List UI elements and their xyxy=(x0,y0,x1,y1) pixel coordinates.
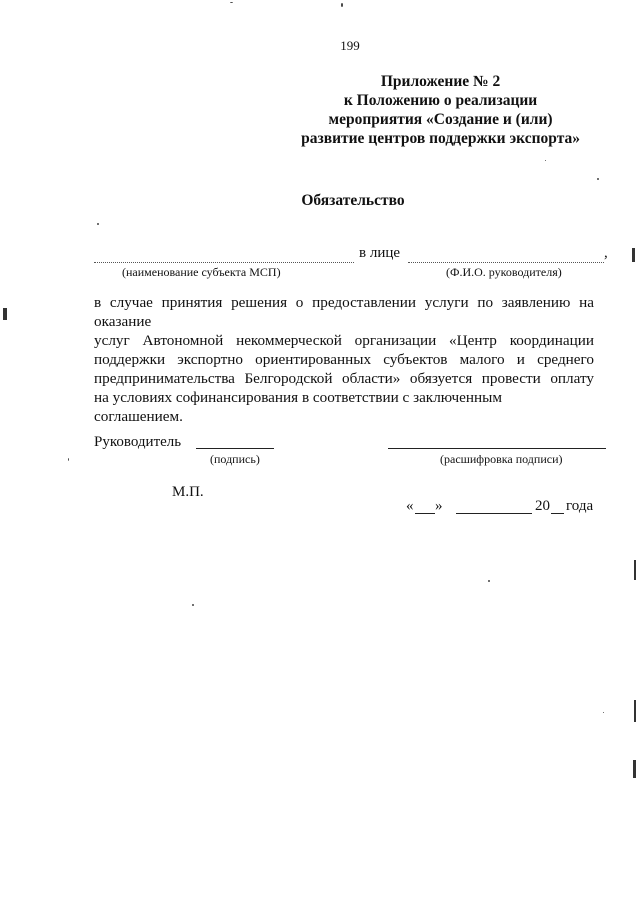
party-row-comma: , xyxy=(604,245,608,261)
paragraph-line: предпринимательства Белгородской области» обязуется провести оплату xyxy=(94,370,594,387)
document-title: Обязательство xyxy=(301,192,405,209)
header-line-appendix: Приложение № 2 xyxy=(380,73,501,90)
date-year-suffix: года xyxy=(566,498,594,514)
in-person-label: в лице xyxy=(359,245,401,261)
date-close-quote: » xyxy=(435,498,443,514)
binding-mark xyxy=(632,248,635,262)
binding-mark xyxy=(634,560,636,580)
scan-speck xyxy=(230,2,233,3)
header-line-export-centers: развитие центров поддержки экспорта» xyxy=(301,130,580,147)
binding-mark xyxy=(634,700,636,722)
date-open-quote: « xyxy=(406,498,414,514)
caption-director-name: (Ф.И.О. руководителя) xyxy=(446,265,562,279)
decoding-line xyxy=(388,448,606,449)
scan-speck xyxy=(192,604,194,606)
signature-line xyxy=(196,448,274,449)
date-day-field xyxy=(415,513,435,514)
caption-signature: (подпись) xyxy=(210,452,260,466)
caption-signature-decoding: (расшифровка подписи) xyxy=(440,452,563,466)
date-year-field xyxy=(551,513,564,514)
page-number: 199 xyxy=(340,38,360,53)
obligation-paragraph xyxy=(94,293,594,426)
binding-mark xyxy=(633,760,636,778)
organization-name-field xyxy=(94,262,354,263)
scan-speck xyxy=(603,712,604,713)
director-label: Руководитель xyxy=(94,434,182,450)
date-month-field xyxy=(456,513,532,514)
scan-speck xyxy=(97,223,99,225)
paragraph-line: на условиях софинансирования в соответствии с заключенным соглашением. xyxy=(94,389,502,425)
caption-organization-name: (наименование субъекта МСП) xyxy=(122,265,281,279)
scan-speck xyxy=(341,3,343,7)
paragraph-line: поддержки экспортно ориентированных субъектов малого и среднего xyxy=(94,351,594,368)
paragraph-line: в случае принятия решения о предоставлении услуги по заявлению на оказание xyxy=(94,294,594,330)
stamp-placeholder: М.П. xyxy=(172,484,204,500)
scan-speck xyxy=(488,580,490,582)
header-line-measure: мероприятия «Создание и (или) xyxy=(328,111,553,128)
scan-speck xyxy=(545,160,546,161)
scan-speck xyxy=(597,178,599,180)
binding-mark xyxy=(3,308,7,320)
director-name-field xyxy=(408,262,604,263)
document-header xyxy=(301,72,580,148)
header-line-regulation: к Положению о реализации xyxy=(343,92,538,109)
scan-speck xyxy=(68,458,69,461)
date-year-prefix: 20 xyxy=(535,498,550,514)
paragraph-line: услуг Автономной некоммерческой организации «Центр координации xyxy=(94,332,594,349)
